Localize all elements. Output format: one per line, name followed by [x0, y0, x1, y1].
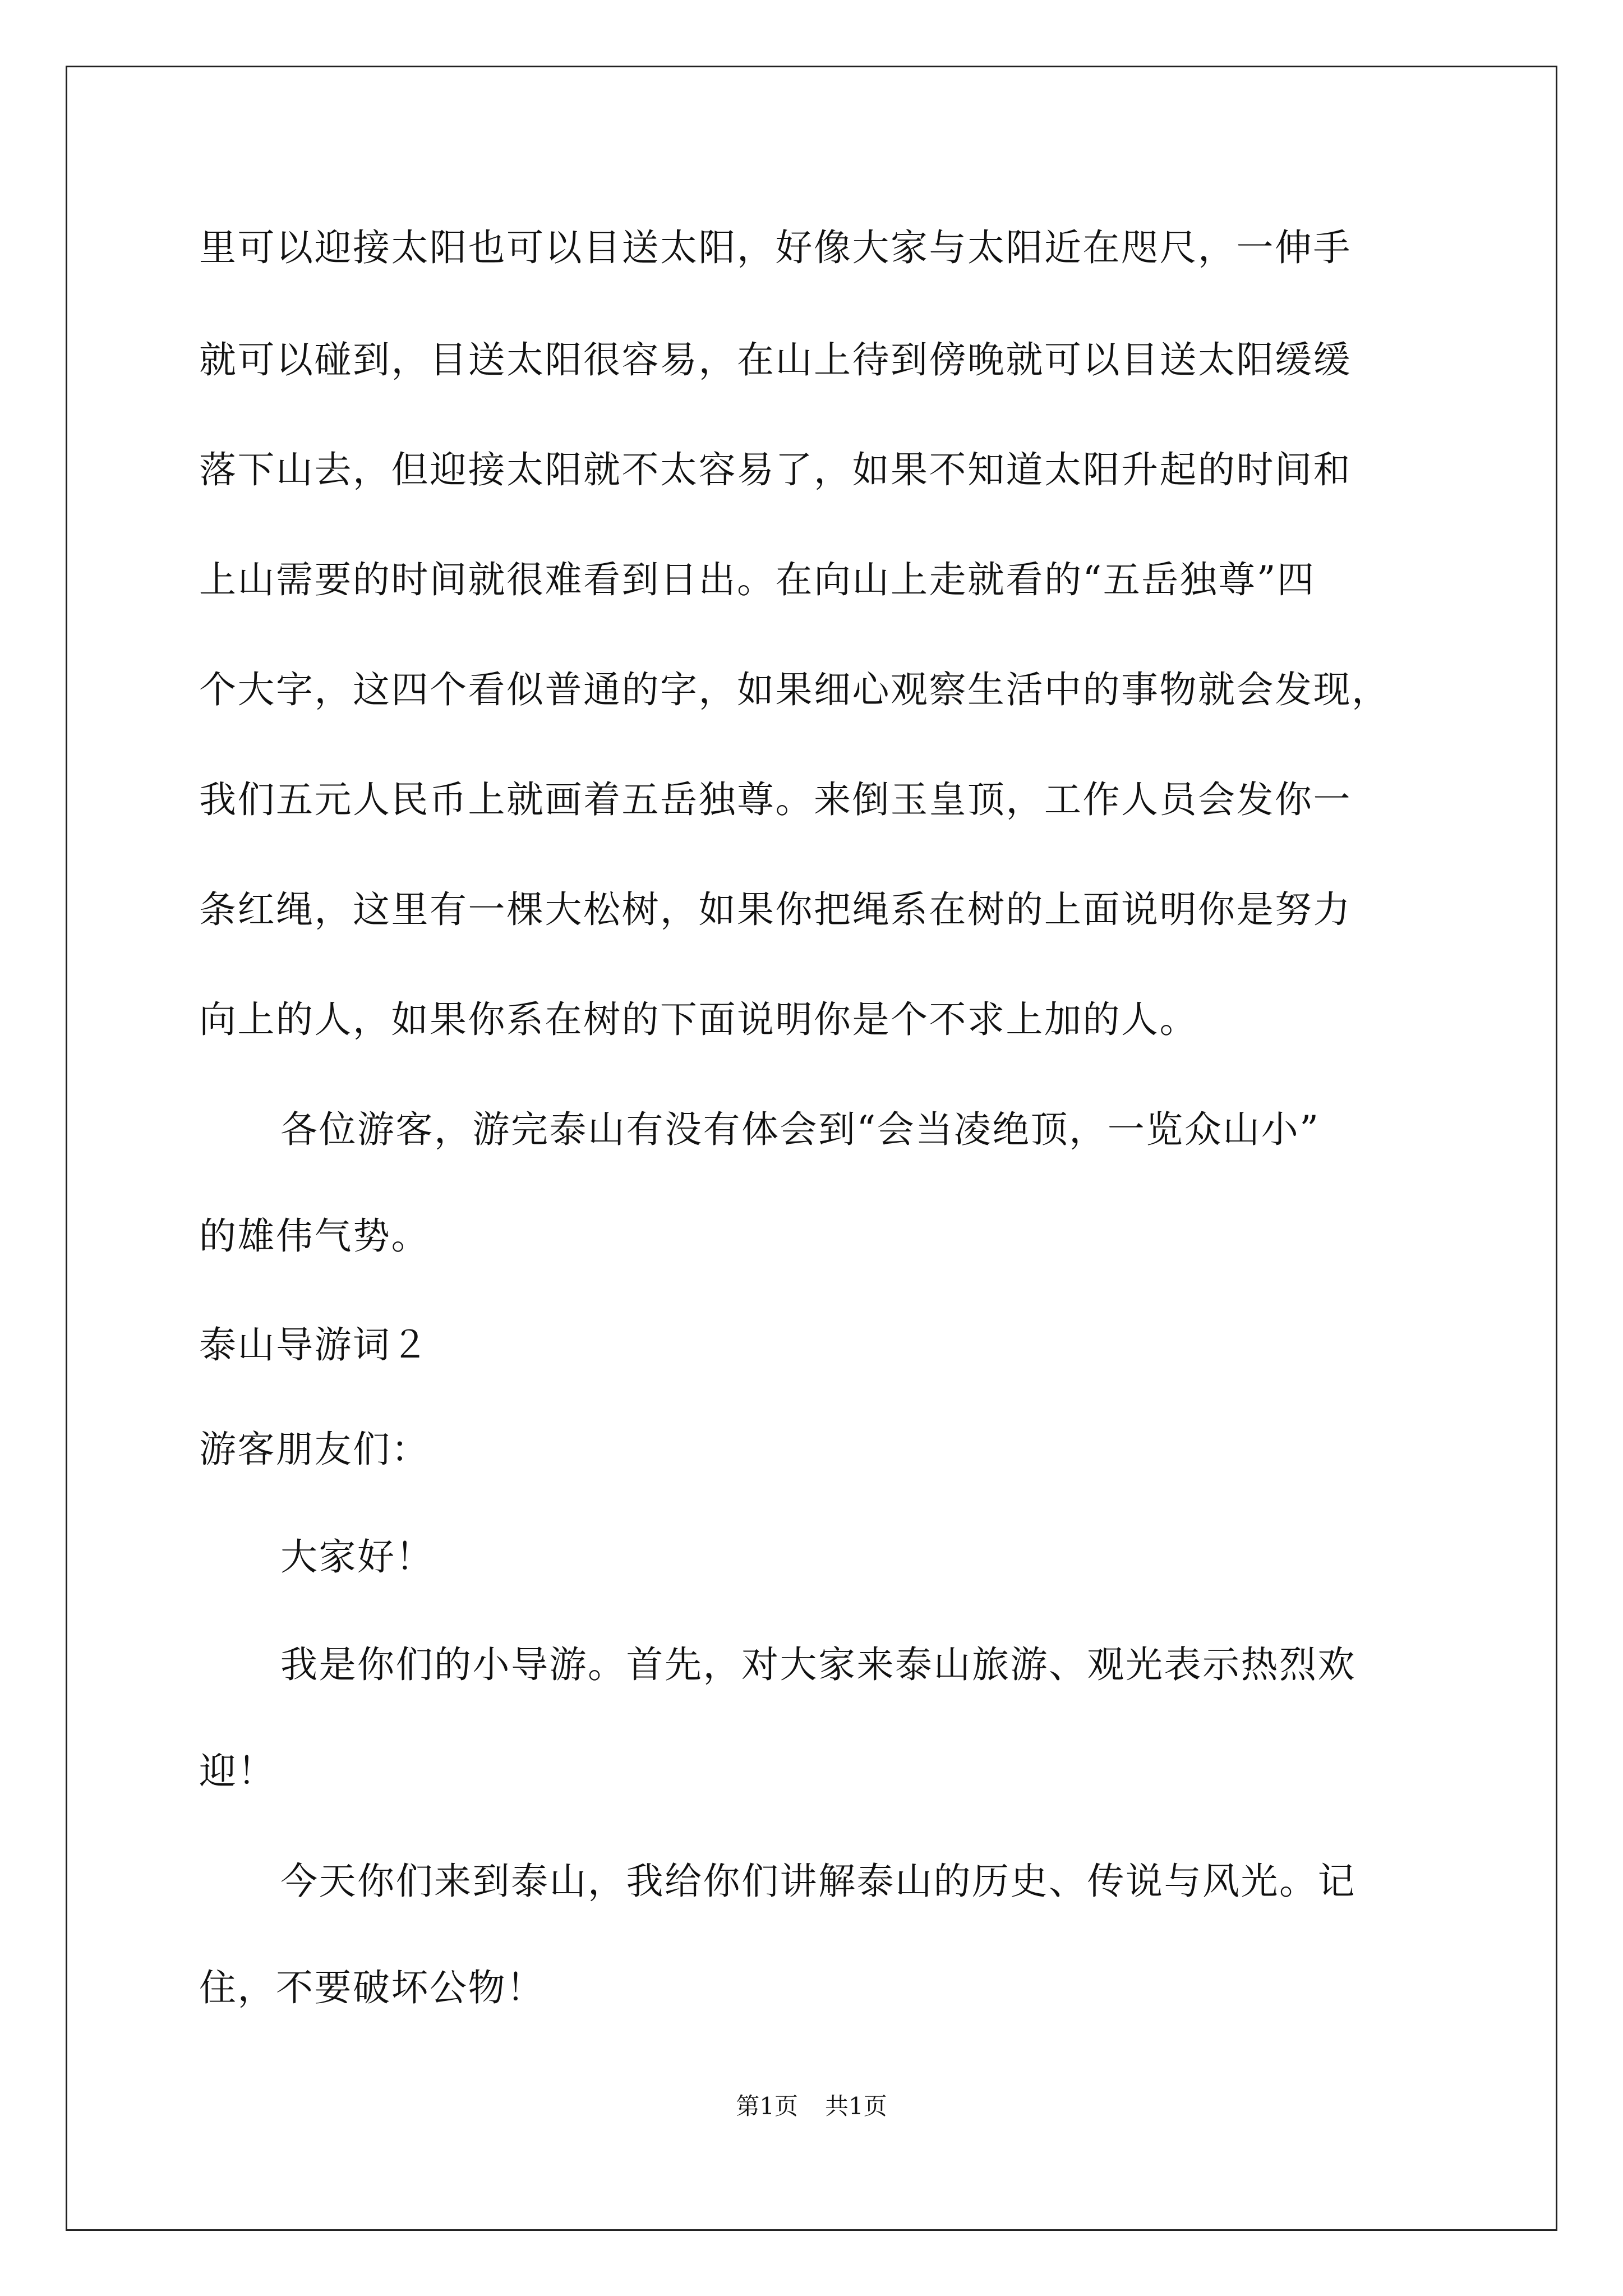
greeting-line: 游客朋友们： — [199, 1428, 430, 1471]
section-title: 泰山导游词２ — [199, 1323, 430, 1366]
text-line: 的雄伟气势。 — [199, 1214, 430, 1258]
text-line: 条红绳，这里有一棵大松树，如果你把绳系在树的上面说明你是努力 — [199, 888, 1352, 931]
text-line: 上山需要的时间就很难看到日出。在向山上走就看的“五岳独尊”四 — [199, 558, 1316, 601]
paragraph-first-line: 我是你们的小导游。首先，对大家来泰山旅游、观光表示热烈欢 — [280, 1643, 1356, 1686]
page-total: 共1页 — [825, 2092, 887, 2120]
paragraph-first-line: 各位游客，游完泰山有没有体会到“会当凌绝顶，一览众山小” — [280, 1108, 1320, 1151]
text-line: 里可以迎接太阳也可以目送太阳，好像大家与太阳近在咫尺，一伸手 — [199, 226, 1352, 269]
text-line: 迎！ — [199, 1750, 276, 1793]
text-line: 就可以碰到，目送太阳很容易，在山上待到傍晚就可以目送太阳缓缓 — [199, 338, 1352, 381]
page-number: 第1页 — [736, 2092, 798, 2120]
text-line: 住，不要破坏公物！ — [199, 1966, 545, 2009]
text-line: 我们五元人民币上就画着五岳独尊。来倒玉皇顶，工作人员会发你一 — [199, 778, 1352, 821]
paragraph-first-line: 今天你们来到泰山，我给你们讲解泰山的历史、传说与风光。记 — [280, 1860, 1356, 1903]
text-line: 向上的人，如果你系在树的下面说明你是个不求上加的人。 — [199, 998, 1198, 1041]
text-line: 落下山去，但迎接太阳就不太容易了，如果不知道太阳升起的时间和 — [199, 448, 1352, 491]
text-line: 个大字，这四个看似普通的字，如果细心观察生活中的事物就会发现， — [199, 668, 1390, 711]
paragraph-first-line: 大家好！ — [280, 1535, 434, 1579]
page-footer — [0, 2092, 1623, 2120]
